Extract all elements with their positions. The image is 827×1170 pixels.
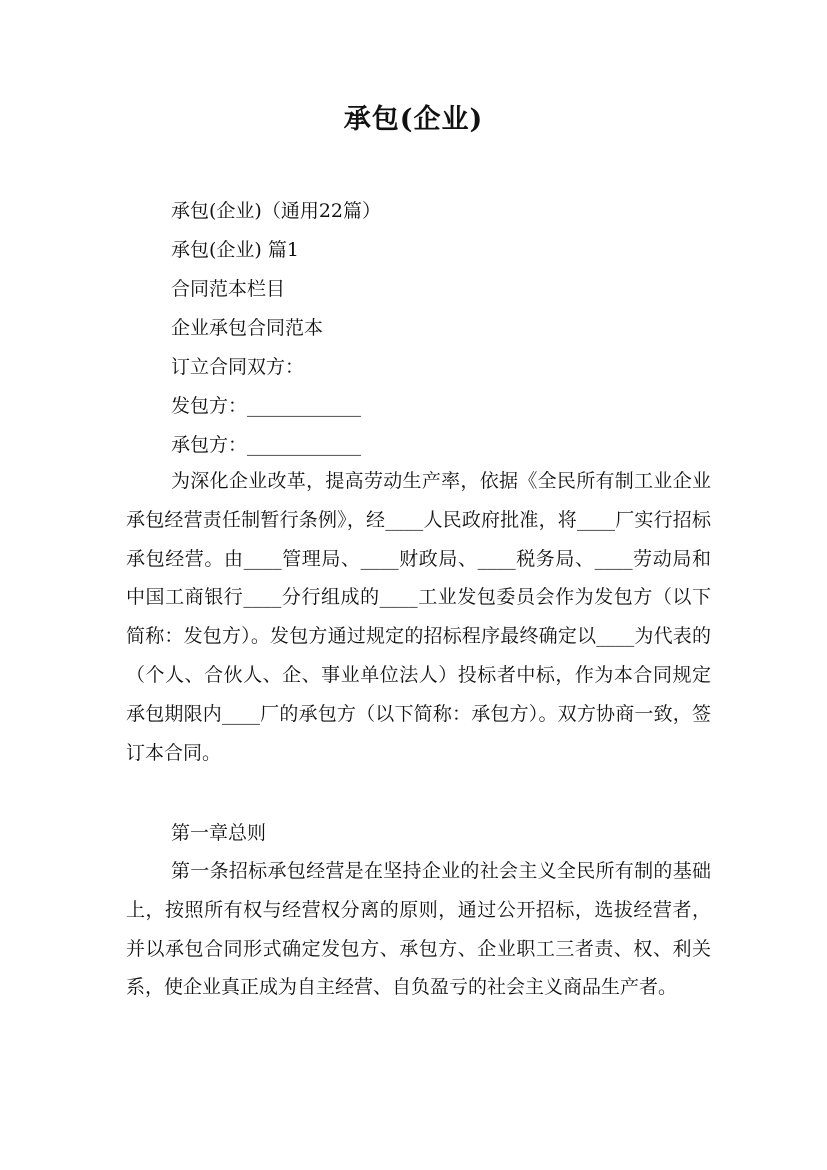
doc-name: 企业承包合同范本 [171,317,324,339]
document-title: 承包(企业) [343,104,484,135]
column-label: 合同范本栏目 [171,278,286,300]
section-heading: 第一章总则 [171,822,267,844]
article-one-paragraph: 第一条招标承包经营是在坚持企业的社会主义全民所有制的基础上，按照所有权与经营权分离的原则，通过公开招标，选拔经营者，并以承包合同形式确定发包方、承包方、企业职工三者责、权、利关系，使企业真正成为自主经营、自负盈亏的社会主义商品生产者。 [126,860,711,999]
parties-intro: 订立合同双方： [171,356,305,378]
party-b-line: 承包方：____________ [171,434,362,456]
intro-paragraph: 为深化企业改革，提高劳动生产率，依据《全民所有制工业企业承包经营责任制暂行条例》，经____人民政府批准，将____厂实行招标承包经营。由____管理局、____财政局、____税务局、____劳动局和中国工商银行____分行组成的____工业发包委员会作为发包方（以下简称：发包方）。发包方通过规定的招标程序最终确定以____为代表的（个人、合伙人、企、事业单位法人）投标者中标，作为本合同规定承包期限内____厂的承包方（以下简称：承包方）。双方协商一致，签订本合同。 [126,470,711,764]
party-a-line: 发包方：____________ [171,395,362,417]
document-subtitle: 承包(企业)（通用22篇） [171,200,382,222]
chapter-heading: 承包(企业) 篇1 [171,239,299,261]
